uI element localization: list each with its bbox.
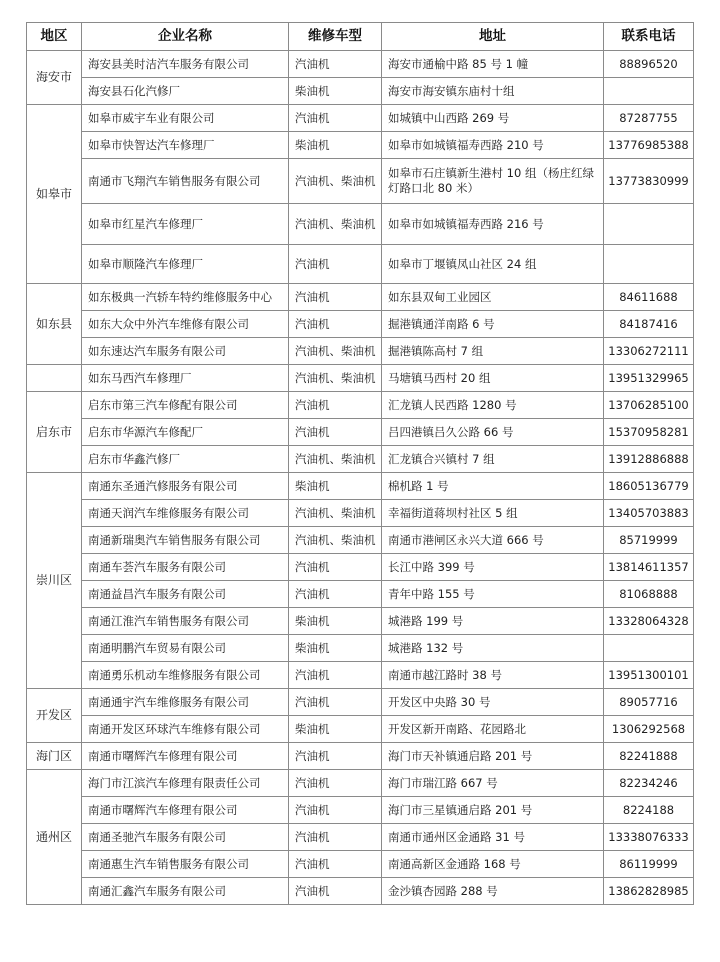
company-name-cell: 南通天润汽车维修服务有限公司 [82,500,289,527]
phone-cell [604,245,694,284]
address-cell: 如城镇中山西路 269 号 [382,105,604,132]
table-row [27,608,694,635]
company-name-cell: 如东大众中外汽车维修有限公司 [82,311,289,338]
company-name-cell: 南通市曙辉汽车修理有限公司 [82,797,289,824]
vehicle-type-cell: 汽油机、柴油机 [289,338,382,365]
phone-cell: 13062925​68 [604,716,694,743]
region-cell: 海门区 [27,743,82,770]
repair-shop-table [26,22,694,905]
company-name-cell: 海安县石化汽修厂 [82,78,289,105]
address-cell: 海门市天补镇通启路 201 号 [382,743,604,770]
phone-cell: 85719999 [604,527,694,554]
address-cell: 南通市通州区金通路 31 号 [382,824,604,851]
vehicle-type-cell: 汽油机 [289,554,382,581]
phone-cell: 13338076333 [604,824,694,851]
table-row [27,392,694,419]
phone-cell: 13951329965 [604,365,694,392]
address-cell: 青年中路 155 号 [382,581,604,608]
phone-cell [604,204,694,245]
vehicle-type-cell: 汽油机 [289,311,382,338]
address-cell: 幸福街道蒋坝村社区 5 组 [382,500,604,527]
region-cell: 启东市 [27,392,82,473]
table-row [27,635,694,662]
address-cell: 南通市越江路时 38 号 [382,662,604,689]
phone-cell: 13328064328 [604,608,694,635]
table-row [27,284,694,311]
vehicle-type-cell: 汽油机、柴油机 [289,500,382,527]
phone-cell: 13773830999 [604,159,694,204]
table-row [27,338,694,365]
vehicle-type-cell: 柴油机 [289,78,382,105]
address-cell: 海安市通榆中路 85 号 1 幢 [382,51,604,78]
address-cell: 掘港镇陈高村 7 组 [382,338,604,365]
region-cell: 崇川区 [27,473,82,689]
company-name-cell: 南通东圣通汽修服务有限公司 [82,473,289,500]
company-name-cell: 南通明鹏汽车贸易有限公司 [82,635,289,662]
region-cell [27,365,82,392]
vehicle-type-cell: 汽油机 [289,51,382,78]
vehicle-type-cell: 汽油机 [289,392,382,419]
table-row [27,743,694,770]
phone-cell [604,635,694,662]
table-row [27,446,694,473]
phone-cell: 81068888 [604,581,694,608]
company-name-cell: 如皋市红星汽车修理厂 [82,204,289,245]
phone-cell: 86119999 [604,851,694,878]
address-cell: 开发区新开南路、花园路北 [382,716,604,743]
phone-cell: 18605136779 [604,473,694,500]
vehicle-type-cell: 汽油机、柴油机 [289,527,382,554]
table-row [27,797,694,824]
phone-cell: 13706285100 [604,392,694,419]
company-name-cell: 南通圣驰汽车服务有限公司 [82,824,289,851]
address-cell: 南通市港闸区永兴大道 666 号 [382,527,604,554]
phone-cell: 8224188 [604,797,694,824]
company-name-cell: 南通江淮汽车销售服务有限公司 [82,608,289,635]
address-cell: 金沙镇杏园路 288 号 [382,878,604,905]
table-row [27,311,694,338]
company-name-cell: 南通开发区环球汽车维修有限公司 [82,716,289,743]
company-name-cell: 启东市华鑫汽修厂 [82,446,289,473]
phone-cell: 13912886888 [604,446,694,473]
table-row [27,554,694,581]
vehicle-type-cell: 柴油机 [289,473,382,500]
phone-cell: 13405703883 [604,500,694,527]
header-row [27,23,694,51]
table-row [27,824,694,851]
phone-cell: 13776985388 [604,132,694,159]
address-cell: 如皋市石庄镇新生港村 10 组（杨庄红绿灯路口北 80 米） [382,159,604,204]
address-cell: 海门市三星镇通启路 201 号 [382,797,604,824]
vehicle-type-cell: 汽油机、柴油机 [289,159,382,204]
address-cell: 长江中路 399 号 [382,554,604,581]
vehicle-type-cell: 汽油机 [289,824,382,851]
region-cell: 如皋市 [27,105,82,284]
phone-cell [604,78,694,105]
vehicle-type-cell: 汽油机 [289,797,382,824]
phone-cell: 84611688 [604,284,694,311]
phone-cell: 84187416 [604,311,694,338]
table-row [27,419,694,446]
vehicle-type-cell: 汽油机 [289,284,382,311]
address-cell: 吕四港镇吕久公路 66 号 [382,419,604,446]
vehicle-type-cell: 汽油机 [289,581,382,608]
company-name-cell: 海门市江滨汽车修理有限责任公司 [82,770,289,797]
vehicle-type-cell: 汽油机 [289,770,382,797]
header-region: 地区 [27,23,82,51]
table-row [27,851,694,878]
company-name-cell: 南通市曙辉汽车修理有限公司 [82,743,289,770]
table-row [27,245,694,284]
table-row [27,878,694,905]
address-cell: 如皋市如城镇福寿西路 210 号 [382,132,604,159]
vehicle-type-cell: 汽油机 [289,662,382,689]
table-row [27,581,694,608]
company-name-cell: 南通市飞翔汽车销售服务有限公司 [82,159,289,204]
address-cell: 马塘镇马西村 20 组 [382,365,604,392]
address-cell: 海安市海安镇东庙村十组 [382,78,604,105]
region-cell: 海安市 [27,51,82,105]
vehicle-type-cell: 柴油机 [289,608,382,635]
vehicle-type-cell: 汽油机 [289,743,382,770]
vehicle-type-cell: 汽油机 [289,689,382,716]
vehicle-type-cell: 汽油机、柴油机 [289,446,382,473]
address-cell: 掘港镇通洋南路 6 号 [382,311,604,338]
header-company-name: 企业名称 [82,23,289,51]
table-row [27,500,694,527]
table-row [27,78,694,105]
company-name-cell: 南通汇鑫汽车服务有限公司 [82,878,289,905]
company-name-cell: 南通益昌汽车服务有限公司 [82,581,289,608]
address-cell: 城港路 199 号 [382,608,604,635]
address-cell: 棉机路 1 号 [382,473,604,500]
region-cell: 通州区 [27,770,82,905]
vehicle-type-cell: 汽油机、柴油机 [289,204,382,245]
company-name-cell: 南通车荟汽车服务有限公司 [82,554,289,581]
company-name-cell: 如东马西汽车修理厂 [82,365,289,392]
company-name-cell: 如东极典一汽轿车特约维修服务中心 [82,284,289,311]
table-row [27,51,694,78]
header-address: 地址 [382,23,604,51]
vehicle-type-cell: 柴油机 [289,635,382,662]
company-name-cell: 如皋市快智达汽车修理厂 [82,132,289,159]
vehicle-type-cell: 汽油机 [289,105,382,132]
vehicle-type-cell: 汽油机 [289,419,382,446]
vehicle-type-cell: 汽油机 [289,851,382,878]
phone-cell: 87287755 [604,105,694,132]
vehicle-type-cell: 汽油机、柴油机 [289,365,382,392]
table-row [27,662,694,689]
phone-cell: 13814611357 [604,554,694,581]
header-phone: 联系电话 [604,23,694,51]
header-vehicle-type: 维修车型 [289,23,382,51]
address-cell: 如东县双甸工业园区 [382,284,604,311]
table-row [27,204,694,245]
company-name-cell: 南通惠生汽车销售服务有限公司 [82,851,289,878]
address-cell: 汇龙镇合兴镇村 7 组 [382,446,604,473]
table-row [27,716,694,743]
address-cell: 开发区中央路 30 号 [382,689,604,716]
company-name-cell: 如皋市顺隆汽车修理厂 [82,245,289,284]
table-row [27,159,694,204]
table-row [27,105,694,132]
table-row [27,527,694,554]
table-row [27,770,694,797]
address-cell: 南通高新区金通路 168 号 [382,851,604,878]
table-row [27,689,694,716]
phone-cell: 82234246 [604,770,694,797]
phone-cell: 89057716 [604,689,694,716]
company-name-cell: 启东市第三汽车修配有限公司 [82,392,289,419]
company-name-cell: 南通勇乐机动车维修服务有限公司 [82,662,289,689]
address-cell: 城港路 132 号 [382,635,604,662]
phone-cell: 82241888 [604,743,694,770]
address-cell: 海门市瑞江路 667 号 [382,770,604,797]
company-name-cell: 海安县美时洁汽车服务有限公司 [82,51,289,78]
phone-cell: 13862828985 [604,878,694,905]
company-name-cell: 启东市华源汽车修配厂 [82,419,289,446]
phone-cell: 13306272111 [604,338,694,365]
vehicle-type-cell: 汽油机 [289,245,382,284]
company-name-cell: 南通新瑞奥汽车销售服务有限公司 [82,527,289,554]
address-cell: 如皋市丁堰镇凤山社区 24 组 [382,245,604,284]
table-row [27,473,694,500]
company-name-cell: 如皋市威宇车业有限公司 [82,105,289,132]
phone-cell: 88896520 [604,51,694,78]
phone-cell: 15370958281 [604,419,694,446]
region-cell: 如东县 [27,284,82,365]
vehicle-type-cell: 柴油机 [289,132,382,159]
address-cell: 如皋市如城镇福寿西路 216 号 [382,204,604,245]
company-name-cell: 如东速达汽车服务有限公司 [82,338,289,365]
table-row [27,365,694,392]
phone-cell: 13951300101 [604,662,694,689]
vehicle-type-cell: 汽油机 [289,878,382,905]
address-cell: 汇龙镇人民西路 1280 号 [382,392,604,419]
region-cell: 开发区 [27,689,82,743]
vehicle-type-cell: 柴油机 [289,716,382,743]
company-name-cell: 南通通宇汽车维修服务有限公司 [82,689,289,716]
table-row [27,132,694,159]
